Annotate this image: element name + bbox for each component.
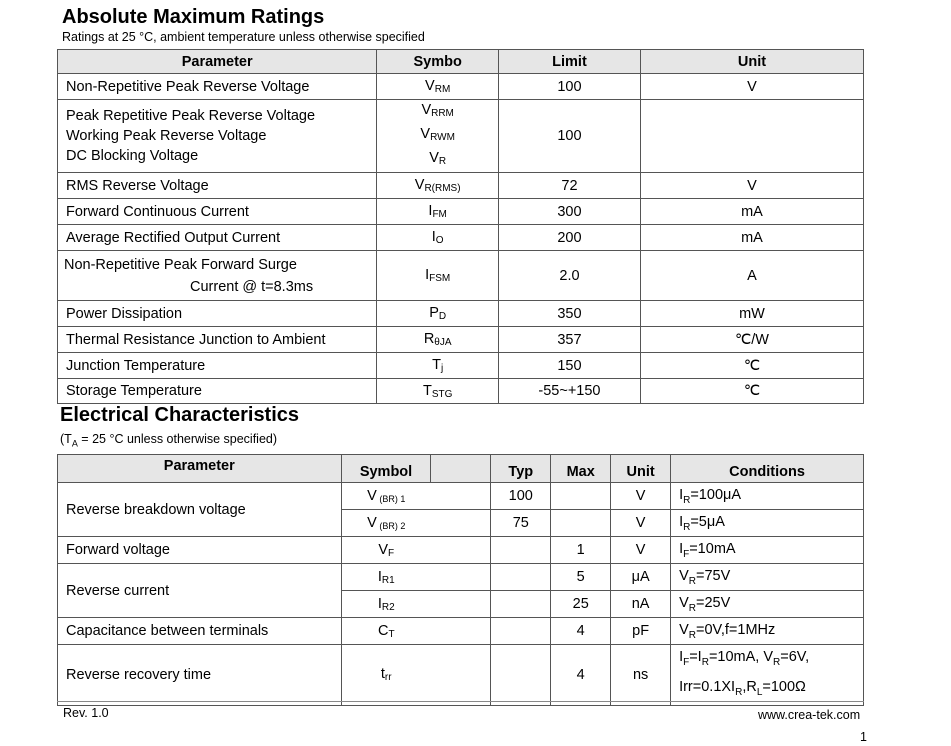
amr-title: Absolute Maximum Ratings [62, 6, 325, 28]
amr-unit: A [640, 251, 863, 301]
table-row [58, 301, 864, 327]
ec-title: Electrical Characteristics [60, 404, 300, 426]
table-row [58, 225, 864, 251]
amr-header-unit: Unit [640, 50, 863, 74]
amr-param: Power Dissipation [58, 301, 377, 327]
amr-symbol: $T_{STG}$ [377, 379, 499, 404]
ec-max [551, 483, 611, 510]
amr-symbol: $I_{FM}$ [377, 199, 499, 225]
ec-max: 4 [551, 618, 611, 645]
ec-symbol: $C_T$ [341, 618, 431, 645]
amr-limit: 300 [499, 199, 641, 225]
table-row [58, 564, 864, 591]
amr-param: Thermal Resistance Junction to Ambient [58, 327, 377, 353]
amr-limit: 100 [499, 74, 641, 100]
amr-symbol: $P_D$ [377, 301, 499, 327]
ec-unit: ns [611, 645, 671, 706]
ec-symbol: $V_F$ [341, 537, 431, 564]
amr-symbol: $V_{R(RMS)}$ [377, 173, 499, 199]
ec-header-symbol: Symbol [341, 455, 431, 483]
amr-unit: mA [640, 225, 863, 251]
amr-header-symbol: Symbo [377, 50, 499, 74]
table-row [58, 199, 864, 225]
amr-note: Ratings at 25 °C, ambient temperature unless otherwise specified [62, 30, 425, 44]
ec-typ [491, 618, 551, 645]
amr-param: RMS Reverse Voltage [58, 173, 377, 199]
ec-conditions: $I_R=100\mu A$ [671, 483, 864, 510]
amr-limit: 2.0 [499, 251, 641, 301]
table-row [58, 618, 864, 645]
amr-param: Forward Continuous Current [58, 199, 377, 225]
footer-rule [57, 701, 864, 702]
amr-unit: mA [640, 199, 863, 225]
amr-table [57, 49, 864, 404]
amr-unit: V [640, 173, 863, 199]
ec-symbol: V $_{(BR) 1}$ [341, 483, 431, 510]
ec-symbol: V $_{(BR) 2}$ [341, 510, 431, 537]
ec-typ: 75 [491, 510, 551, 537]
footer-revision: Rev. 1.0 [63, 706, 109, 720]
amr-limit: 350 [499, 301, 641, 327]
table-row [58, 327, 864, 353]
ec-max: 4 [551, 645, 611, 706]
ec-symbol: $t_{rr}$ [341, 645, 431, 706]
ec-header-blank [431, 455, 491, 483]
amr-limit: 357 [499, 327, 641, 353]
ec-symbol: $I_{R1}$ [341, 564, 431, 591]
ec-unit: nA [611, 591, 671, 618]
footer-url: www.crea-tek.com [758, 708, 861, 722]
ec-header-unit: Unit [611, 455, 671, 483]
amr-param: Junction Temperature [58, 353, 377, 379]
ec-conditions: $V_R=0V,f=1MHz$ [671, 618, 864, 645]
ec-typ [491, 537, 551, 564]
table-row [58, 645, 864, 706]
amr-unit: ℃ [640, 353, 863, 379]
amr-param: Storage Temperature [58, 379, 377, 404]
ec-header-parameter: Parameter [58, 455, 342, 483]
amr-unit: V [640, 74, 863, 100]
amr-header-limit: Limit [499, 50, 641, 74]
amr-header-parameter: Parameter [58, 50, 377, 74]
footer-page-number: 1 [860, 730, 867, 744]
ec-max [551, 510, 611, 537]
amr-unit: ℃ [640, 379, 863, 404]
table-row [58, 379, 864, 404]
ec-conditions: $V_R=25V$ [671, 591, 864, 618]
amr-limit: 150 [499, 353, 641, 379]
table-row [58, 353, 864, 379]
ec-max: 5 [551, 564, 611, 591]
amr-param: Peak Repetitive Peak Reverse Voltage Working Peak Reverse Voltage DC Blocking Voltage [58, 100, 377, 173]
amr-param: Non-Repetitive Peak Reverse Voltage [58, 74, 377, 100]
ec-typ: 100 [491, 483, 551, 510]
ec-conditions-line1: $I_F=I_R=10mA$, $V_R=6V$, [679, 649, 810, 668]
amr-limit: 72 [499, 173, 641, 199]
ec-max: 25 [551, 591, 611, 618]
amr-symbol: $I_O$ [377, 225, 499, 251]
amr-symbol: $R_{\theta JA}$ [377, 327, 499, 353]
ec-conditions: $I_F=10mA$ [671, 537, 864, 564]
amr-unit: mW [640, 301, 863, 327]
table-row [58, 74, 864, 100]
ec-param: Forward voltage [58, 537, 342, 564]
amr-limit: 200 [499, 225, 641, 251]
ec-note: ($T_A = 25$ °C unless otherwise specified) [60, 432, 278, 449]
ec-unit: V [611, 483, 671, 510]
amr-limit: 100 [499, 100, 641, 173]
amr-symbol: $I_{FSM}$ [377, 251, 499, 301]
ec-header-typ: Typ [491, 455, 551, 483]
ec-max: 1 [551, 537, 611, 564]
ec-table [57, 454, 864, 706]
table-row [58, 537, 864, 564]
ec-conditions-line2: $Irr=0.1XI_R,R_L=100\Omega$ [679, 678, 806, 698]
ec-symbol: $I_{R2}$ [341, 591, 431, 618]
amr-unit [640, 100, 863, 173]
amr-header-row [58, 50, 864, 74]
amr-symbol: $V_{RRM}$ $V_{RWM}$ $V_R$ [377, 100, 499, 173]
amr-param: Non-Repetitive Peak Forward Surge Current @ t=8.3ms [58, 251, 377, 301]
ec-param: Capacitance between terminals [58, 618, 342, 645]
ec-conditions [671, 645, 864, 706]
ec-typ [491, 645, 551, 706]
amr-param: Average Rectified Output Current [58, 225, 377, 251]
table-row [58, 483, 864, 510]
ec-unit: μA [611, 564, 671, 591]
ec-typ [491, 591, 551, 618]
ec-conditions: $I_R=5\mu A$ [671, 510, 864, 537]
ec-unit: pF [611, 618, 671, 645]
ec-header-row [58, 455, 864, 483]
ec-header-conditions: Conditions [671, 455, 864, 483]
amr-symbol: $V_{RM}$ [377, 74, 499, 100]
ec-unit: V [611, 537, 671, 564]
ec-typ [491, 564, 551, 591]
ec-conditions: $V_R=75V$ [671, 564, 864, 591]
table-row [58, 173, 864, 199]
ec-header-max: Max [551, 455, 611, 483]
ec-param: Reverse breakdown voltage [58, 483, 342, 537]
table-row [58, 100, 864, 173]
amr-limit: -55~+150 [499, 379, 641, 404]
amr-symbol: $T_j$ [377, 353, 499, 379]
amr-unit: ℃/W [640, 327, 863, 353]
ec-param: Reverse recovery time [58, 645, 342, 706]
ec-unit: V [611, 510, 671, 537]
ec-param: Reverse current [58, 564, 342, 618]
table-row [58, 251, 864, 301]
